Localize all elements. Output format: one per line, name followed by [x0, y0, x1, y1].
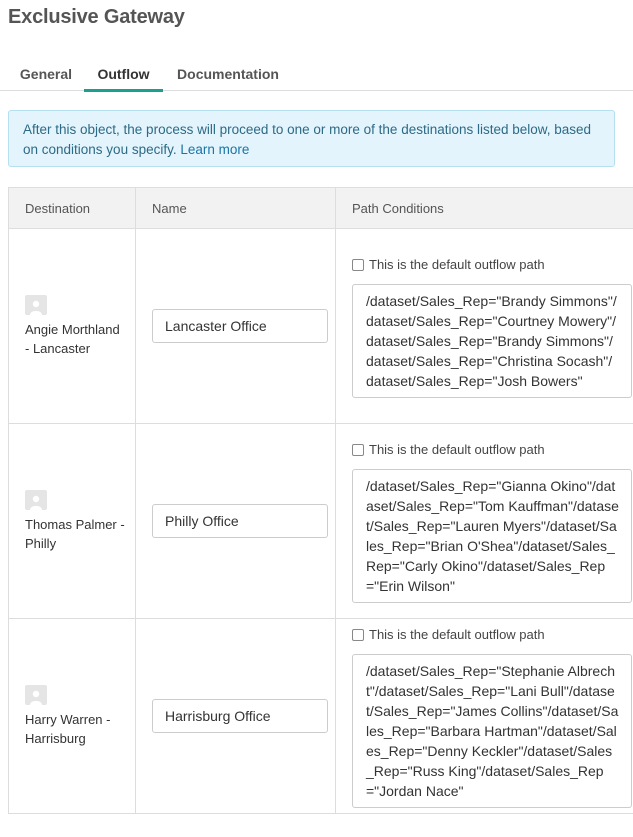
table-row — [9, 229, 633, 424]
tab-outflow-label: Outflow — [97, 66, 150, 82]
tab-documentation[interactable]: Documentation — [177, 66, 279, 82]
default-outflow-label: This is the default outflow path — [369, 627, 545, 642]
column-header-name: Name — [136, 188, 336, 229]
default-outflow-option[interactable] — [352, 442, 631, 458]
default-outflow-option[interactable] — [352, 257, 631, 273]
destination-cell — [9, 229, 136, 424]
default-outflow-checkbox[interactable] — [352, 444, 364, 456]
path-condition-input[interactable]: /dataset/Sales_Rep="Brandy Simmons"/dataset/Sales_Rep="Courtney Mowery"/dataset/Sales_Rep="Brandy Simmons"/dataset/Sales_Rep="Christina Socash"/dataset/Sales_Rep="Josh Bowers" — [352, 284, 632, 398]
info-banner — [8, 110, 615, 167]
destination-name: Thomas Palmer - Philly — [25, 516, 125, 551]
tab-outflow[interactable] — [84, 66, 163, 91]
path-name-input[interactable]: Lancaster Office — [152, 309, 328, 343]
user-avatar-icon — [25, 685, 47, 705]
path-condition-cell — [336, 424, 633, 619]
path-condition-cell — [336, 229, 633, 424]
destination-cell — [9, 424, 136, 619]
destination-name: Harry Warren - Harrisburg — [25, 711, 111, 746]
path-condition-cell — [336, 619, 633, 814]
page-title: Exclusive Gateway — [8, 6, 185, 28]
column-header-path-conditions: Path Conditions — [336, 188, 633, 229]
path-condition-input[interactable]: /dataset/Sales_Rep="Stephanie Albrecht"/dataset/Sales_Rep="Lani Bull"/dataset/Sales_Rep="James Collins"/dataset/Sales_Rep="Barbara Hartman"/dataset/Sales_Rep="Denny Keckler"/dataset/Sales_Rep="Russ King"/dataset/Sales_Rep="Jordan Nace" — [352, 654, 632, 808]
default-outflow-option[interactable] — [352, 627, 631, 643]
table-row — [9, 424, 633, 619]
name-cell — [136, 229, 336, 424]
info-text: After this object, the process will proceed to one or more of the destinations listed below, based on conditions you specify. — [23, 122, 592, 157]
learn-more-link[interactable]: Learn more — [180, 142, 250, 157]
path-name-input[interactable]: Harrisburg Office — [152, 699, 328, 733]
path-condition-input[interactable]: /dataset/Sales_Rep="Gianna Okino"/dataset/Sales_Rep="Tom Kauffman"/dataset/Sales_Rep="Lauren Myers"/dataset/Sales_Rep="Brian O'Shea"/dataset/Sales_Rep="Carly Okino"/dataset/Sales_Rep="Erin Wilson" — [352, 469, 632, 603]
user-avatar-icon — [25, 295, 47, 315]
active-tab-indicator — [84, 89, 163, 92]
tab-bar — [0, 62, 633, 91]
column-header-destination: Destination — [9, 188, 136, 229]
table-row — [9, 619, 633, 814]
destination-name: Angie Morthland - Lancaster — [25, 321, 120, 356]
name-cell — [136, 619, 336, 814]
path-name-input[interactable]: Philly Office — [152, 504, 328, 538]
outflow-table — [8, 187, 633, 814]
default-outflow-label: This is the default outflow path — [369, 257, 545, 272]
destination-cell — [9, 619, 136, 814]
default-outflow-checkbox[interactable] — [352, 259, 364, 271]
user-avatar-icon — [25, 490, 47, 510]
name-cell — [136, 424, 336, 619]
default-outflow-checkbox[interactable] — [352, 629, 364, 641]
table-header-row — [9, 188, 633, 229]
tab-general[interactable]: General — [19, 66, 73, 82]
default-outflow-label: This is the default outflow path — [369, 442, 545, 457]
